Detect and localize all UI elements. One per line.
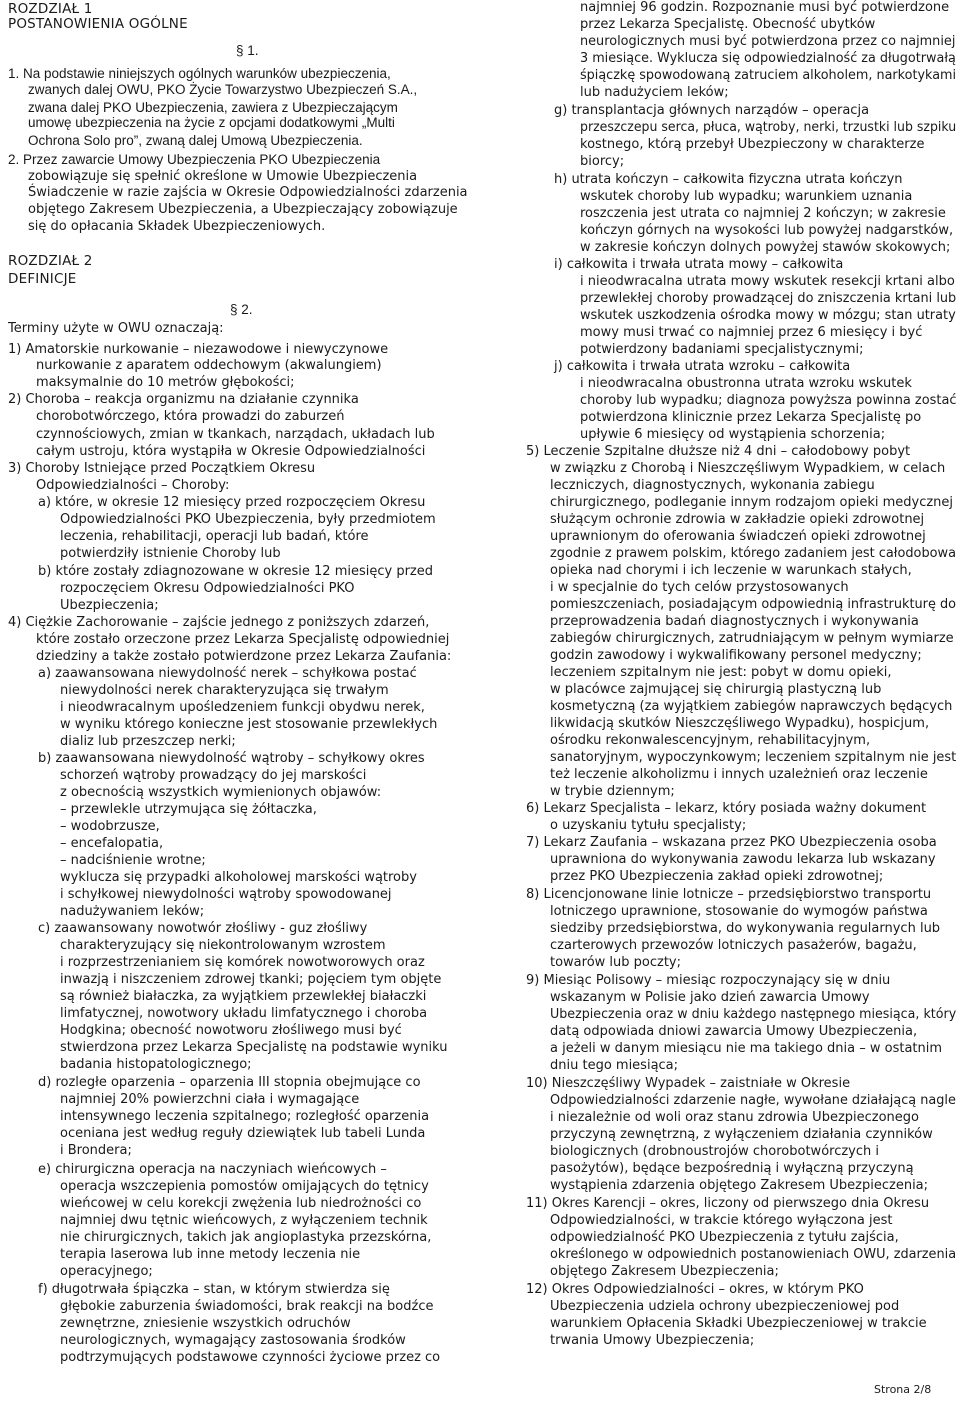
right-text-line: lub nadużyciem leków; (580, 85, 729, 100)
right-text-line: czarterowych przewozów lotniczych pasażerów, bagażu, (550, 938, 917, 953)
left-text-line: Hodgkina; obecność nowotworu złośliwego musi być (60, 1023, 402, 1038)
right-text-line: w zakresie kończyn dolnych powyżej stawów skokowych; (580, 240, 951, 255)
right-text-line: i niezależnie od woli oraz stanu zdrowia Ubezpieczonego (550, 1110, 919, 1125)
right-text-line: 12) Okres Odpowiedzialności – okres, w którym PKO (526, 1282, 864, 1297)
right-text-line: roszczenia jest utrata co najmniej 2 kończyn; w zakresie (580, 206, 946, 221)
right-text-line: służącym ochronie zdrowia w zakładzie opieki zdrowotnej (550, 512, 925, 527)
left-text-line: 1) Amatorskie nurkowanie – niezawodowe i niewyczynowe (8, 342, 389, 357)
left-text-line: oceniana jest według reguły dziewiątek lub tabeli Lunda (60, 1126, 426, 1141)
left-text-line: podtrzymujących podstawowe czynności życiowe przez co (60, 1350, 441, 1365)
right-text-line: przeprowadzenia badań diagnostycznych i wykonywania (550, 614, 919, 629)
left-text-line: 3) Choroby Istniejące przed Początkiem Okresu (8, 461, 316, 476)
right-text-line: pomieszczeniach, posiadającym odpowiednią infrastrukturę do (550, 597, 957, 612)
right-text-line: leczniczych, diagnostycznych, wykonania zabiegu (550, 478, 875, 493)
left-text-line: ROZDZIAŁ 2 (8, 253, 93, 269)
left-text-line: nurkowanie z aparatem oddechowym (akwalungiem) (36, 358, 382, 373)
left-text-line: stwierdzona przez Lekarza Specjalistę na podstawie wyniku (60, 1040, 448, 1055)
left-text-line: intensywnego leczenia szpitalnego; rozległość oparzenia (60, 1109, 430, 1124)
right-text-line: opieka nad chorymi i ich leczenie w warunkach stałych, (550, 563, 912, 578)
left-text-line: Ochrona Solo pro”, zwaną dalej Umową Ubezpieczenia. (28, 133, 363, 148)
right-text-line: 9) Miesiąc Polisowy – miesiąc rozpoczynający się w dniu (526, 973, 891, 988)
left-text-line: c) zaawansowany nowotwór złośliwy - guz złośliwy (38, 921, 368, 936)
left-text-line: niewydolności nerek charakteryzująca się trwałym (60, 683, 389, 698)
left-text-line: dializ lub przeszczep nerki; (60, 734, 236, 749)
left-text-line: zobowiązuje się spełnić określone w Umowie Ubezpieczenia (28, 169, 418, 184)
left-text-line: 1. Na podstawie niniejszych ogólnych warunków ubezpieczenia, (8, 66, 391, 81)
left-text-line: Świadczenie w razie zajścia w Okresie Odpowiedzialności zdarzenia (28, 185, 468, 200)
left-text-line: i schyłkowej niewydolności wątroby spowodowanej (60, 887, 392, 902)
left-text-line: są również białaczka, za wyjątkiem przewlekłej białaczki (60, 989, 427, 1004)
left-text-line: schorzeń wątroby prowadzący do jej marskości (60, 768, 367, 783)
left-text-line: 2. Przez zawarcie Umowy Ubezpieczenia PKO Ubezpieczenia (8, 152, 381, 167)
right-text-line: 3 miesiące. Wyklucza się odpowiedzialność za długotrwałą (580, 51, 956, 66)
left-text-line: najmniej 20% powierzchni ciała i wymagające (60, 1092, 360, 1107)
left-text-line: limfatycznej, nowotwory układu limfatycznego i choroba (60, 1006, 428, 1021)
right-text-line: towarów lub poczty; (550, 955, 682, 970)
right-text-line: a jeżeli w danym miesiącu nie ma takiego dnia – w ostatnim (550, 1041, 943, 1056)
right-text-line: upływie 6 miesięcy od wystąpienia schorzenia; (580, 427, 886, 442)
left-text-line: – przewlekle utrzymująca się żółtaczka, (60, 802, 317, 817)
right-text-line: 8) Licencjonowane linie lotnicze – przedsiębiorstwo transportu (526, 887, 932, 902)
right-text-line: i nieodwracalna utrata mowy wskutek resekcji krtani albo (580, 274, 955, 289)
left-text-line: b) które zostały zdiagnozowane w okresie 12 miesięcy przed (38, 564, 433, 579)
left-text-line: się do opłacania Składek Ubezpieczeniowych. (28, 219, 326, 234)
right-text-line: kostnego, którą przebył Ubezpieczony w charakterze (580, 137, 925, 152)
right-text-line: Ubezpieczenia oraz w dniu każdego następnego miesiąca, który (550, 1007, 957, 1022)
right-text-line: najmniej 96 godzin. Rozpoznanie musi być potwierdzone (580, 0, 950, 15)
right-text-line: wskazanym w Polisie jako dzień zawarcia Umowy (550, 990, 870, 1005)
right-text-line: przyczyną zewnętrzną, z wyłączeniem działania czynników (550, 1127, 933, 1142)
left-text-line: czynnościowych, zmian w tkankach, narządach, układach lub (36, 427, 435, 442)
left-text-line: całym ustroju, która wystąpiła w Okresie Odpowiedzialności (36, 444, 426, 459)
left-text-line: objętego Zakresem Ubezpieczenia, a Ubezpieczający zobowiązuje (28, 202, 458, 217)
right-text-line: g) transplantacja głównych narządów – operacja (554, 103, 870, 118)
left-text-line: badania histopatologicznego; (60, 1057, 252, 1072)
left-text-line: i nieodwracalnym upośledzeniem funkcji obydwu nerek, (60, 700, 425, 715)
right-text-line: przez PKO Ubezpieczenia zakład opieki zdrowotnej; (550, 869, 884, 884)
right-text-line: mowy musi trwać co najmniej przez 6 miesięcy i być (580, 325, 923, 340)
left-text-line: Odpowiedzialności PKO Ubezpieczenia, były przedmiotem (60, 512, 436, 527)
right-text-line: chirurgicznego, podleganie innym rodzajom opieki medycznej (550, 495, 954, 510)
left-text-line: – nadciśnienie wrotne; (60, 853, 206, 868)
right-text-line: biologicznych (drobnoustrojów chorobotwórczych i (550, 1144, 879, 1159)
right-text-line: w placówce zajmującej się chirurgią plastyczną lub (550, 682, 882, 697)
right-text-line: 5) Leczenie Szpitalne dłuższe niż 4 dni – całodobowy pobyt (526, 444, 911, 459)
right-text-line: 6) Lekarz Specjalista – lekarz, który posiada ważny dokument (526, 801, 927, 816)
right-text-line: kończyn górnych na wysokości lub powyżej nadgarstków, (580, 223, 954, 238)
right-text-line: h) utrata kończyn – całkowita fizyczna utrata kończyn (554, 172, 903, 187)
left-text-line: nadużywaniem leków; (60, 904, 205, 919)
right-text-line: zabiegów chirurgicznych, zatrudniającym w pełnym wymiarze (550, 631, 954, 646)
right-text-line: wskutek choroby lub wypadku; warunkiem uznania (580, 189, 913, 204)
right-text-line: śpiączkę spowodowaną zatruciem alkoholem, narkotykami (580, 68, 957, 83)
left-text-line: 4) Ciężkie Zachorowanie – zajście jednego z poniższych zdarzeń, (8, 615, 430, 630)
left-text-line: zwana dalej PKO Ubezpieczenia, zawiera z Ubezpieczającym (28, 100, 398, 115)
left-text-line: i Brondera; (60, 1143, 132, 1158)
left-text-line: § 1. (236, 43, 259, 58)
left-text-line: najmniej dwu tętnic wieńcowych, z wyłączeniem technik (60, 1213, 428, 1228)
left-text-line: Ubezpieczenia; (60, 598, 159, 613)
left-text-line: DEFINICJE (8, 271, 77, 287)
right-text-line: przez Lekarza Specjalistę. Obecność ubytków (580, 17, 876, 32)
left-text-line: nie chirurgicznych, takich jak angioplastyka przezskórna, (60, 1230, 432, 1245)
left-text-line: neurologicznych, wymagający zastosowania środków (60, 1333, 406, 1348)
left-text-line: wieńcowej w celu korekcji zwężenia lub niedrożności co (60, 1196, 422, 1211)
right-text-line: likwidacją skutków Nieszczęśliwego Wypadku), hospicjum, (550, 716, 930, 731)
right-text-line: j) całkowita i trwała utrata wzroku – całkowita (554, 359, 851, 374)
left-text-line: – wodobrzusze, (60, 819, 160, 834)
right-text-line: w trybie dziennym; (550, 784, 675, 799)
left-text-line: głębokie zaburzenia świadomości, brak reakcji na bodźce (60, 1299, 434, 1314)
page-number: Strona 2/8 (874, 1383, 932, 1396)
right-text-line: uprawnionym do oferowania świadczeń opieki zdrowotnej (550, 529, 926, 544)
right-text-line: przeszczepu serca, płuca, wątroby, nerki, trzustki lub szpiku (580, 120, 957, 135)
left-text-line: które zostało orzeczone przez Lekarza Specjalistę odpowiedniej (36, 632, 450, 647)
left-text-line: ROZDZIAŁ 1 (8, 1, 93, 17)
left-text-line: i rozprzestrzenianiem się komórek nowotworowych oraz (60, 955, 425, 970)
right-text-line: warunkiem Opłacenia Składki Ubezpieczeniowej w trakcie (550, 1316, 927, 1331)
right-text-line: wystąpienia zdarzenia objętego Zakresem Ubezpieczenia; (550, 1178, 929, 1193)
left-text-line: potwierdziły istnienie Choroby lub (60, 546, 281, 561)
left-text-line: z obecnością wszystkich wymienionych objawów: (60, 785, 382, 800)
right-text-line: Ubezpieczenia udziela ochrony ubezpieczeniowej pod (550, 1299, 900, 1314)
right-text-line: neurologicznych musi być potwierdzona przez co najmniej (580, 34, 956, 49)
right-text-line: ośrodku rekonwalescencyjnym, rehabilitacyjnym, (550, 733, 871, 748)
right-text-line: zgodnie z prawem polskim, którego zadaniem jest całodobowa (550, 546, 957, 561)
left-text-line: operacja wszczepienia pomostów omijających do tętnicy (60, 1179, 429, 1194)
right-text-line: biorcy; (580, 154, 625, 169)
right-text-line: o uzyskaniu tytułu specjalisty; (550, 818, 747, 833)
right-text-line: potwierdzona klinicznie przez Lekarza Specjalistę po (580, 410, 922, 425)
right-text-line: datą odpowiada dniowi zawarcia Umowy Ubezpieczenia, (550, 1024, 918, 1039)
left-text-line: leczenia, rehabilitacji, operacji lub badań, które (60, 529, 369, 544)
left-text-line: terapia laserowa lub inne metody leczenia nie (60, 1247, 361, 1262)
right-text-line: siedziby przedsiębiorstwa, do wykonywania regularnych lub (550, 921, 941, 936)
left-text-line: Odpowiedzialności – Choroby: (36, 478, 230, 493)
right-text-line: i w specjalnie do tych celów przystosowanych (550, 580, 849, 595)
right-text-line: i) całkowita i trwała utrata mowy – całkowita (554, 257, 844, 272)
left-text-line: charakteryzujący się niekontrolowanym wzrostem (60, 938, 386, 953)
right-text-line: wskutek uszkodzenia ośrodka mowy w mózgu; stan utraty (580, 308, 956, 323)
left-text-line: e) chirurgiczna operacja na naczyniach wieńcowych – (38, 1162, 387, 1177)
left-text-line: a) zaawansowana niewydolność nerek – schyłkowa postać (38, 666, 417, 681)
right-text-line: choroby lub wypadku; diagnoza powyższa powinna zostać (580, 393, 957, 408)
right-text-line: i nieodwracalna obustronna utrata wzroku wskutek (580, 376, 912, 391)
right-text-line: uprawniona do wykonywania zawodu lekarza lub wskazany (550, 852, 936, 867)
right-text-line: dniu tego miesiąca; (550, 1058, 679, 1073)
left-text-line: zwanych dalej OWU, PKO Życie Towarzystwo Ubezpieczeń S.A., (28, 82, 418, 97)
left-text-line: w wyniku którego konieczne jest stosowanie przewlekłych (60, 717, 438, 732)
left-text-line: dziedziny a także zostało potwierdzone przez Lekarza Zaufania: (36, 649, 452, 664)
right-text-line: odpowiedzialność PKO Ubezpieczenia z tytułu zajścia, (550, 1230, 899, 1245)
left-text-line: a) które, w okresie 12 miesięcy przed rozpoczęciem Okresu (38, 495, 426, 510)
right-text-line: 11) Okres Karencji – okres, liczony od pierwszego dnia Okresu (526, 1196, 930, 1211)
right-text-line: trwania Umowy Ubezpieczenia; (550, 1333, 755, 1348)
right-text-line: też leczenie alkoholizmu i innych uzależnień oraz leczenie (550, 767, 928, 782)
left-text-line: – encefalopatia, (60, 836, 164, 851)
left-text-line: wyklucza się przypadki alkoholowej marskości wątroby (60, 870, 417, 885)
right-text-line: w związku z Chorobą i Nieszczęśliwym Wypadkiem, w celach (550, 461, 946, 476)
left-text-line: operacyjnego; (60, 1264, 153, 1279)
right-text-line: 7) Lekarz Zaufania – wskazana przez PKO Ubezpieczenia osoba (526, 835, 937, 850)
left-text-line: f) długotrwała śpiączka – stan, w którym stwierdza się (38, 1282, 390, 1297)
right-text-line: pasożytów), będące bezpośrednią i wyłączną przyczyną (550, 1161, 914, 1176)
right-text-line: Odpowiedzialności zdarzenie nagłe, wywołane działającą nagle (550, 1093, 956, 1108)
right-text-line: potwierdzony badaniami specjalistycznymi; (580, 342, 864, 357)
right-text-line: Odpowiedzialności, w trakcie którego wyłączona jest (550, 1213, 893, 1228)
right-text-line: godzin zawodowy i wykwalifikowany personel medyczny; (550, 648, 922, 663)
right-text-line: 10) Nieszczęśliwy Wypadek – zaistniałe w Okresie (526, 1076, 851, 1091)
left-text-line: umowę ubezpieczenia na życie z opcjami dodatkowymi „Multi (28, 115, 395, 130)
right-text-line: leczeniem szpitalnym nie jest: pobyt w domu opieki, (550, 665, 892, 680)
left-text-line: d) rozległe oparzenia – oparzenia III stopnia obejmujące co (38, 1075, 421, 1090)
right-text-line: sanatoryjnym, wypoczynkowym; leczeniem szpitalnym nie jest (550, 750, 957, 765)
left-text-line: inwazją i niszczeniem zdrowej tkanki; pojęciem tym objęte (60, 972, 442, 987)
right-text-line: określonego w odpowiednich postanowieniach OWU, zdarzenia (550, 1247, 957, 1262)
right-text-line: objętego Zakresem Ubezpieczenia; (550, 1264, 779, 1279)
left-text-line: POSTANOWIENIA OGÓLNE (8, 16, 188, 32)
left-text-line: maksymalnie do 10 metrów głębokości; (36, 375, 295, 390)
left-text-line: b) zaawansowana niewydolność wątroby – schyłkowy okres (38, 751, 425, 766)
left-text-line: 2) Choroba – reakcja organizmu na działanie czynnika (8, 392, 359, 407)
left-text-line: rozpoczęciem Okresu Odpowiedzialności PKO (60, 581, 355, 596)
right-text-line: przewlekłej choroby prowadzącej do zniszczenia krtani lub (580, 291, 957, 306)
left-text-line: § 2. (230, 302, 253, 317)
left-text-line: chorobotwórczego, która prowadzi do zaburzeń (36, 409, 345, 424)
right-text-line: kosmetyczną (za wyjątkiem zabiegów naprawczych będących (550, 699, 953, 714)
right-text-line: lotniczego uprawnione, stosowanie do wymogów państwa (550, 904, 928, 919)
left-text-line: zewnętrzne, zniesienie wszystkich odruchów (60, 1316, 351, 1331)
left-text-line: Terminy użyte w OWU oznaczają: (8, 321, 224, 336)
